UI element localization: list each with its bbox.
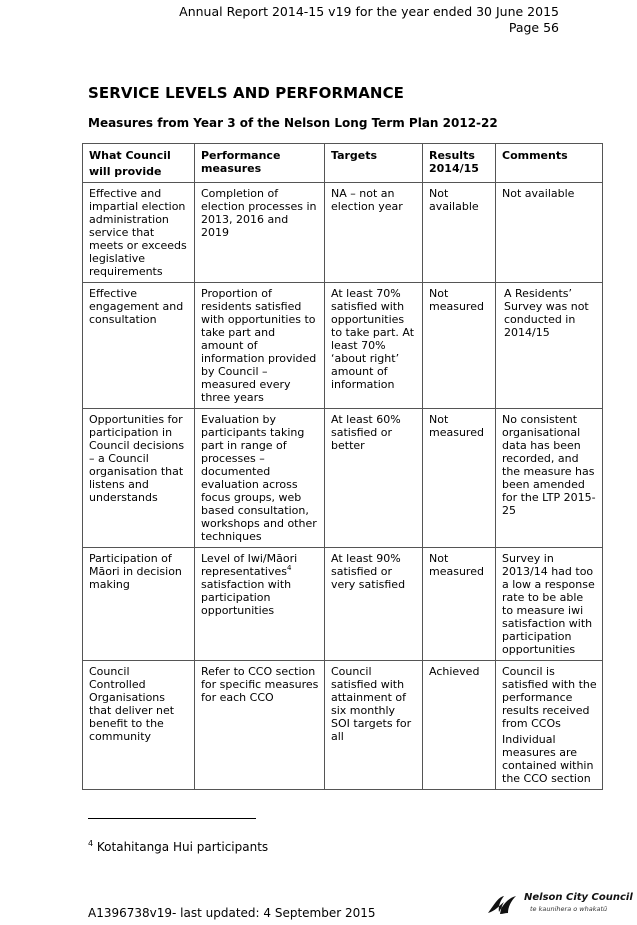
cell-performance: Completion of election processes in 2013, 2016 and 2019 <box>195 183 325 283</box>
cell-results: Not measured <box>423 548 496 661</box>
document-id-footer: A1396738v19- last updated: 4 September 2015 <box>88 906 376 920</box>
footnote-text: Kotahitanga Hui participants <box>93 840 269 854</box>
cell-comments-para2: Individual measures are contained within the CCO section <box>502 733 594 785</box>
nelson-city-council-logo <box>486 889 633 919</box>
cell-performance: Refer to CCO section for specific measures for each CCO <box>195 661 325 790</box>
cell-what: Participation of Māori in decision making <box>83 548 195 661</box>
council-logo-icon <box>486 893 522 915</box>
cell-performance: Evaluation by participants taking part in range of processes – documented evaluation across focus groups, web based consultation, workshops and other techniques <box>195 409 325 548</box>
cell-comments-para1: Council is satisfied with the performance results received from CCOs <box>502 665 597 730</box>
logo-name: Nelson City Council <box>524 892 633 903</box>
cell-what: Opportunities for participation in Council decisions – a Council organisation that listens and understands <box>83 409 195 548</box>
header-report-title: Annual Report 2014-15 v19 for the year ended 30 June 2015 <box>179 4 559 19</box>
table-subtitle: Measures from Year 3 of the Nelson Long Term Plan 2012-22 <box>88 116 498 130</box>
header-what-line2: will provide <box>89 165 162 178</box>
header-page-number: Page 56 <box>508 20 559 35</box>
cell-results: Not measured <box>423 283 496 409</box>
cell-what: Effective engagement and consultation <box>83 283 195 409</box>
table-row <box>83 283 603 409</box>
header-results <box>423 144 496 183</box>
cell-performance-text: Level of Iwi/Māori representatives <box>201 552 298 578</box>
footnote-reference: 4 <box>286 564 292 572</box>
cell-targets: Council satisfied with attainment of six monthly SOI targets for all <box>325 661 423 790</box>
cell-performance <box>195 548 325 661</box>
footnote-separator <box>88 818 256 819</box>
cell-comments: Survey in 2013/14 had too a low a response rate to be able to measure iwi satisfaction with participation opportunities <box>496 548 603 661</box>
header-what-council <box>83 144 195 183</box>
logo-tagline: te kaunihera o whakatū <box>530 905 608 913</box>
cell-targets: At least 70% satisfied with opportunities to take part. At least 70% ‘about right’ amount of information <box>325 283 423 409</box>
header-performance-line1: Performance <box>201 149 281 162</box>
header-comments: Comments <box>496 144 603 183</box>
cell-comments: No consistent organisational data has been recorded, and the measure has been amended for the LTP 2015-25 <box>496 409 603 548</box>
cell-performance: Proportion of residents satisfied with opportunities to take part and amount of information provided by Council – measured every three years <box>195 283 325 409</box>
table-row <box>83 183 603 283</box>
footnote-number: 4 <box>88 839 94 848</box>
cell-targets: At least 90% satisfied or very satisfied <box>325 548 423 661</box>
footnote <box>88 840 268 854</box>
cell-what: Effective and impartial election administration service that meets or exceeds legislative requirements <box>83 183 195 283</box>
cell-performance-text-rest: satisfaction with participation opportunities <box>201 578 292 617</box>
header-results-line1: Results <box>429 149 475 162</box>
section-title: SERVICE LEVELS AND PERFORMANCE <box>88 84 405 102</box>
cell-comments: A Residents’ Survey was not conducted in 2014/15 <box>496 283 603 409</box>
table-header-row <box>83 144 603 183</box>
table-row <box>83 409 603 548</box>
header-results-line2: 2014/15 <box>429 162 479 175</box>
cell-targets: NA – not an election year <box>325 183 423 283</box>
header-what-line1: What Council <box>89 149 171 162</box>
header-performance-line2: measures <box>201 162 262 175</box>
header-targets: Targets <box>325 144 423 183</box>
page-header <box>179 4 559 36</box>
cell-results: Not measured <box>423 409 496 548</box>
header-performance <box>195 144 325 183</box>
cell-comments: Not available <box>496 183 603 283</box>
cell-what: Council Controlled Organisations that deliver net benefit to the community <box>83 661 195 790</box>
measures-table <box>82 143 603 790</box>
cell-comments <box>496 661 603 790</box>
table-row <box>83 661 603 790</box>
cell-targets: At least 60% satisfied or better <box>325 409 423 548</box>
cell-results: Not available <box>423 183 496 283</box>
table-row <box>83 548 603 661</box>
cell-results: Achieved <box>423 661 496 790</box>
